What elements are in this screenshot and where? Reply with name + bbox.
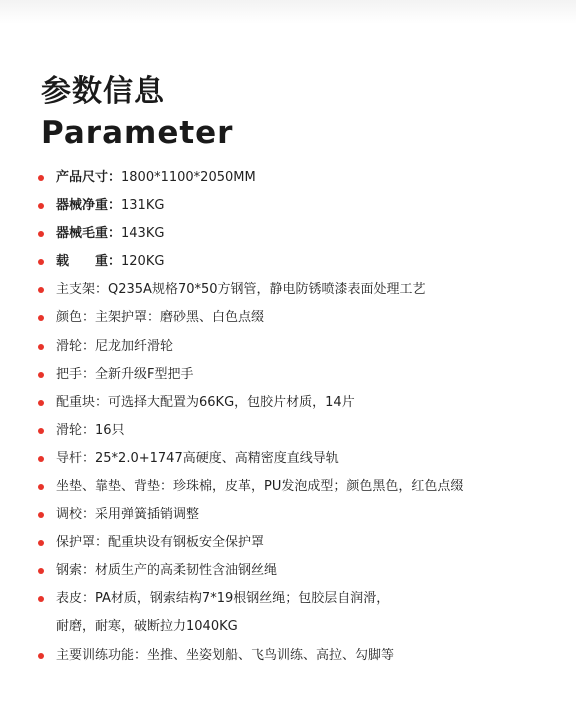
list-item [36, 164, 566, 192]
spec-label: 产品尺寸： [56, 170, 122, 185]
section-title-english: Parameter [41, 115, 234, 151]
bullet-dot-icon [38, 344, 44, 350]
spec-label: 器械毛重： [56, 226, 122, 242]
top-background-band [0, 0, 576, 24]
spec-value: 坐推、坐姿划船、飞鸟训练、高拉、勾脚等 [147, 647, 395, 663]
spec-label: 保护罩： [56, 535, 109, 551]
spec-value: 尼龙加纤滑轮 [95, 338, 174, 354]
bullet-dot-icon [38, 596, 44, 602]
list-item [36, 220, 566, 248]
bullet-dot-icon [38, 568, 44, 574]
spec-label: 滑轮： [56, 422, 96, 438]
bullet-dot-icon [38, 512, 44, 518]
spec-value: 主架护罩：磨砂黑、白色点缀 [95, 310, 265, 326]
spec-value: 131KG [121, 198, 165, 214]
bullet-dot-icon [38, 315, 44, 321]
list-item [36, 248, 566, 276]
spec-value: 采用弹簧插销调整 [95, 507, 200, 523]
bullet-dot-icon [38, 175, 44, 181]
bullet-dot-icon [38, 203, 44, 209]
list-item [36, 361, 566, 389]
spec-value: 143KG [121, 226, 165, 242]
bullet-dot-icon [38, 400, 44, 406]
spec-label: 配重块： [56, 394, 109, 410]
spec-label: 钢索： [56, 563, 96, 579]
spec-label: 器械净重： [56, 198, 122, 214]
list-item [36, 389, 566, 417]
list-item [36, 557, 566, 585]
spec-label: 把手： [56, 366, 96, 382]
bullet-dot-icon [38, 287, 44, 293]
spec-label: 导杆： [56, 450, 96, 466]
spec-value: Q235A规格70*50方钢管，静电防锈喷漆表面处理工艺 [108, 282, 426, 298]
spec-value: PA材质，钢索结构7*19根钢丝绳；包胶层自润滑， [95, 591, 390, 607]
list-item [36, 276, 566, 304]
spec-value: 全新升级F型把手 [95, 366, 194, 382]
parameter-list [36, 164, 566, 670]
bullet-dot-icon [38, 456, 44, 462]
spec-value: 1800*1100*2050MM [121, 170, 256, 185]
bullet-dot-icon [38, 484, 44, 490]
spec-value-continued: 耐磨，耐寒，破断拉力1040KG [56, 619, 238, 635]
spec-value: 可选择大配置为66KG，包胶片材质，14片 [108, 394, 355, 410]
list-item [36, 473, 566, 501]
bullet-dot-icon [38, 428, 44, 434]
spec-value: 120KG [121, 254, 165, 270]
spec-label: 调校： [56, 507, 96, 523]
spec-label: 滑轮： [56, 338, 96, 354]
spec-value: 材质生产的高柔韧性含油钢丝绳 [95, 563, 278, 579]
bullet-dot-icon [38, 540, 44, 546]
spec-value: 珍珠棉，皮革，PU发泡成型；颜色黑色，红色点缀 [173, 479, 464, 495]
list-item [36, 642, 566, 670]
list-item [36, 304, 566, 332]
spec-value: 16只 [95, 422, 125, 438]
list-item [36, 529, 566, 557]
spec-label: 颜色： [56, 310, 96, 326]
spec-value: 配重块设有钢板安全保护罩 [108, 535, 265, 551]
list-item [36, 501, 566, 529]
bullet-dot-icon [38, 653, 44, 659]
spec-label: 坐垫、靠垫、背垫： [56, 479, 174, 495]
spec-label: 表皮： [56, 591, 96, 607]
spec-label: 主要训练功能： [56, 647, 148, 663]
spec-label: 主支架： [56, 282, 109, 298]
bullet-dot-icon [38, 372, 44, 378]
section-title-chinese: 参数信息 [41, 74, 165, 109]
list-item [36, 333, 566, 361]
list-item [36, 417, 566, 445]
list-item [36, 445, 566, 473]
spec-value: 25*2.0+1747高硬度、高精密度直线导轨 [95, 450, 339, 466]
bullet-dot-icon [38, 259, 44, 265]
list-item [36, 585, 566, 641]
bullet-dot-icon [38, 231, 44, 237]
spec-label: 载 重： [56, 254, 122, 270]
list-item [36, 192, 566, 220]
